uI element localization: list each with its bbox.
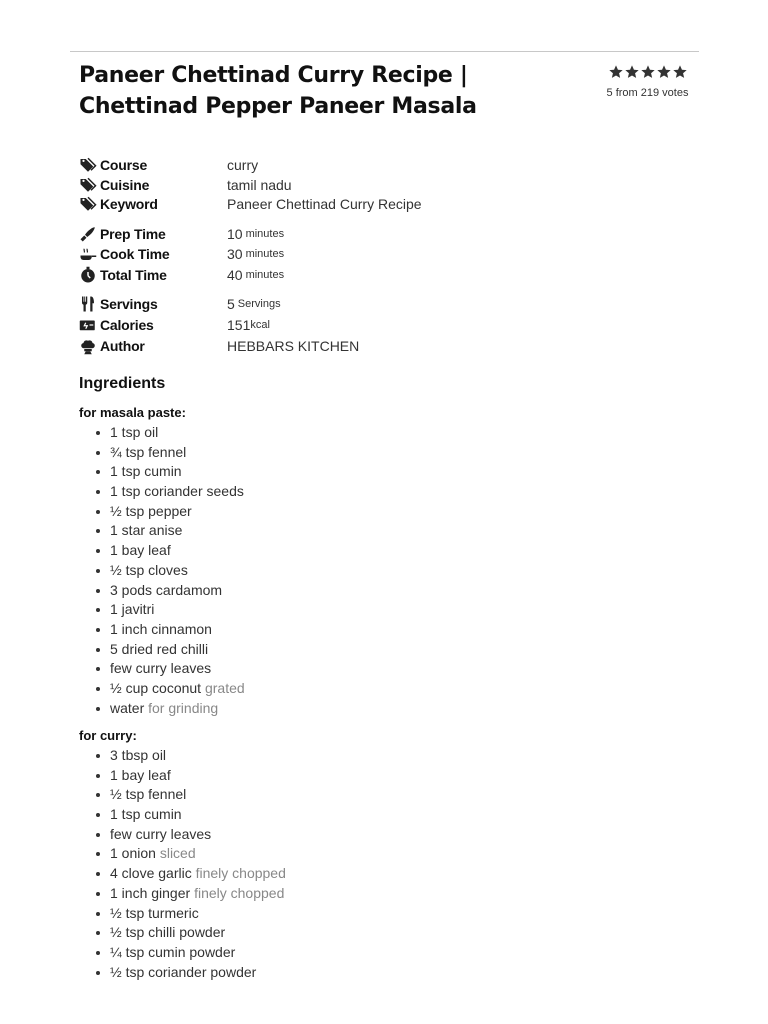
ingredient-text: 1 bay leaf xyxy=(110,766,171,783)
list-item xyxy=(79,785,286,805)
star-icon[interactable] xyxy=(672,64,688,80)
ingredient-text: 1 star anise xyxy=(110,522,183,539)
list-item xyxy=(79,943,286,963)
ingredient-text: ¼ tsp cumin powder xyxy=(110,943,236,960)
meta-value: HEBBARS KITCHEN xyxy=(227,338,360,354)
tag-icon xyxy=(79,176,97,194)
meta-label: Prep Time xyxy=(100,226,166,242)
list-item xyxy=(79,600,245,620)
meta-unit: Servings xyxy=(237,298,281,310)
star-icon[interactable] xyxy=(640,64,656,80)
knife-icon xyxy=(79,225,97,243)
ingredient-note: finely chopped xyxy=(195,865,286,882)
list-item xyxy=(79,679,245,699)
cutlery-icon xyxy=(79,295,97,313)
star-icon[interactable] xyxy=(656,64,672,80)
list-item xyxy=(79,844,286,864)
meta-value: 151 xyxy=(227,317,251,333)
list-item xyxy=(79,904,286,924)
meta-label: Author xyxy=(100,338,145,354)
meta-keyword xyxy=(79,194,422,214)
meta-total-time xyxy=(79,265,284,285)
list-item xyxy=(79,805,286,825)
list-item xyxy=(79,423,245,443)
meta-label: Cook Time xyxy=(100,246,170,262)
ingredient-text: 1 javitri xyxy=(110,601,155,618)
ingredient-note: finely chopped xyxy=(194,884,285,901)
ingredient-text: 1 inch cinnamon xyxy=(110,620,212,637)
meta-value: Paneer Chettinad Curry Recipe xyxy=(227,196,422,212)
ingredient-text: few curry leaves xyxy=(110,825,212,842)
ingredient-note: for grinding xyxy=(148,699,219,716)
ingredient-group-heading: for masala paste: xyxy=(79,405,186,420)
ingredient-text: ½ tsp cloves xyxy=(110,561,188,578)
ingredient-text: ½ tsp coriander powder xyxy=(110,963,257,980)
ingredient-text: 3 pods cardamom xyxy=(110,581,223,598)
meta-unit: minutes xyxy=(245,228,285,240)
meta-value: 30 xyxy=(227,246,243,262)
meta-prep-time xyxy=(79,224,284,244)
meta-label: Keyword xyxy=(100,196,158,212)
meta-label: Calories xyxy=(100,317,154,333)
tag-icon xyxy=(79,195,97,213)
ingredient-text: 5 dried red chilli xyxy=(110,640,209,657)
meta-calories xyxy=(79,315,270,335)
servings-value[interactable]: 5 xyxy=(227,296,235,312)
meta-value: curry xyxy=(227,157,259,173)
ingredient-text: water xyxy=(110,699,145,716)
meta-cook-time xyxy=(79,244,284,264)
chef-hat-icon xyxy=(79,337,97,355)
meta-value: 40 xyxy=(227,267,243,283)
list-item xyxy=(79,462,245,482)
list-item xyxy=(79,825,286,845)
battery-icon xyxy=(79,316,97,334)
star-icon[interactable] xyxy=(624,64,640,80)
list-item xyxy=(79,541,245,561)
meta-label: Total Time xyxy=(100,267,167,283)
ingredient-note: sliced xyxy=(159,845,196,862)
pan-icon xyxy=(79,245,97,263)
meta-unit: minutes xyxy=(245,248,285,260)
list-item xyxy=(79,521,245,541)
meta-unit: minutes xyxy=(245,269,285,281)
list-item xyxy=(79,561,245,581)
ingredient-text: 1 tsp cumin xyxy=(110,806,182,823)
ingredient-list xyxy=(79,423,245,718)
ingredient-text: 1 inch ginger xyxy=(110,884,191,901)
list-item xyxy=(79,923,286,943)
ingredients-heading: Ingredients xyxy=(79,375,166,392)
star-icon[interactable] xyxy=(608,64,624,80)
rating[interactable] xyxy=(600,64,695,99)
ingredient-text: 1 tsp cumin xyxy=(110,463,182,480)
meta-servings xyxy=(79,294,281,314)
ingredient-group-heading: for curry: xyxy=(79,728,137,743)
list-item xyxy=(79,659,245,679)
list-item xyxy=(79,884,286,904)
meta-label: Cuisine xyxy=(100,177,150,193)
list-item xyxy=(79,864,286,884)
list-item xyxy=(79,699,245,719)
recipe-title: Paneer Chettinad Curry Recipe | Chettinad Pepper Paneer Masala xyxy=(79,63,477,119)
meta-unit: kcal xyxy=(250,319,270,331)
timer-icon xyxy=(79,266,97,284)
ingredient-text: ½ cup coconut xyxy=(110,679,202,696)
top-divider xyxy=(70,51,699,52)
star-rating[interactable] xyxy=(600,64,695,84)
meta-author xyxy=(79,336,359,356)
list-item xyxy=(79,482,245,502)
list-item xyxy=(79,746,286,766)
ingredient-list xyxy=(79,746,286,982)
meta-value: tamil nadu xyxy=(227,177,292,193)
meta-label: Servings xyxy=(100,296,158,312)
ingredient-text: 1 bay leaf xyxy=(110,542,171,559)
ingredient-text: few curry leaves xyxy=(110,660,212,677)
list-item xyxy=(79,620,245,640)
ingredient-text: 3 tbsp oil xyxy=(110,747,167,763)
ingredient-text: ½ tsp turmeric xyxy=(110,904,199,921)
list-item xyxy=(79,443,245,463)
ingredient-text: ½ tsp fennel xyxy=(110,786,187,803)
list-item xyxy=(79,766,286,786)
meta-cuisine xyxy=(79,175,292,195)
tag-icon xyxy=(79,156,97,174)
ingredient-note: grated xyxy=(204,679,245,696)
list-item xyxy=(79,502,245,522)
ingredient-text: ½ tsp pepper xyxy=(110,502,192,519)
ingredient-text: ½ tsp chilli powder xyxy=(110,924,226,941)
list-item xyxy=(79,963,286,983)
meta-course xyxy=(79,155,258,175)
meta-value: 10 xyxy=(227,226,243,242)
ingredient-text: 1 onion xyxy=(110,845,156,862)
ingredient-text: 1 tsp oil xyxy=(110,424,159,440)
ingredient-text: 1 tsp coriander seeds xyxy=(110,483,244,500)
meta-label: Course xyxy=(100,157,148,173)
ingredient-text: 4 clove garlic xyxy=(110,865,192,882)
rating-votes: 5 from 219 votes xyxy=(606,87,689,99)
list-item xyxy=(79,640,245,660)
ingredient-text: ¾ tsp fennel xyxy=(110,443,187,460)
list-item xyxy=(79,581,245,601)
